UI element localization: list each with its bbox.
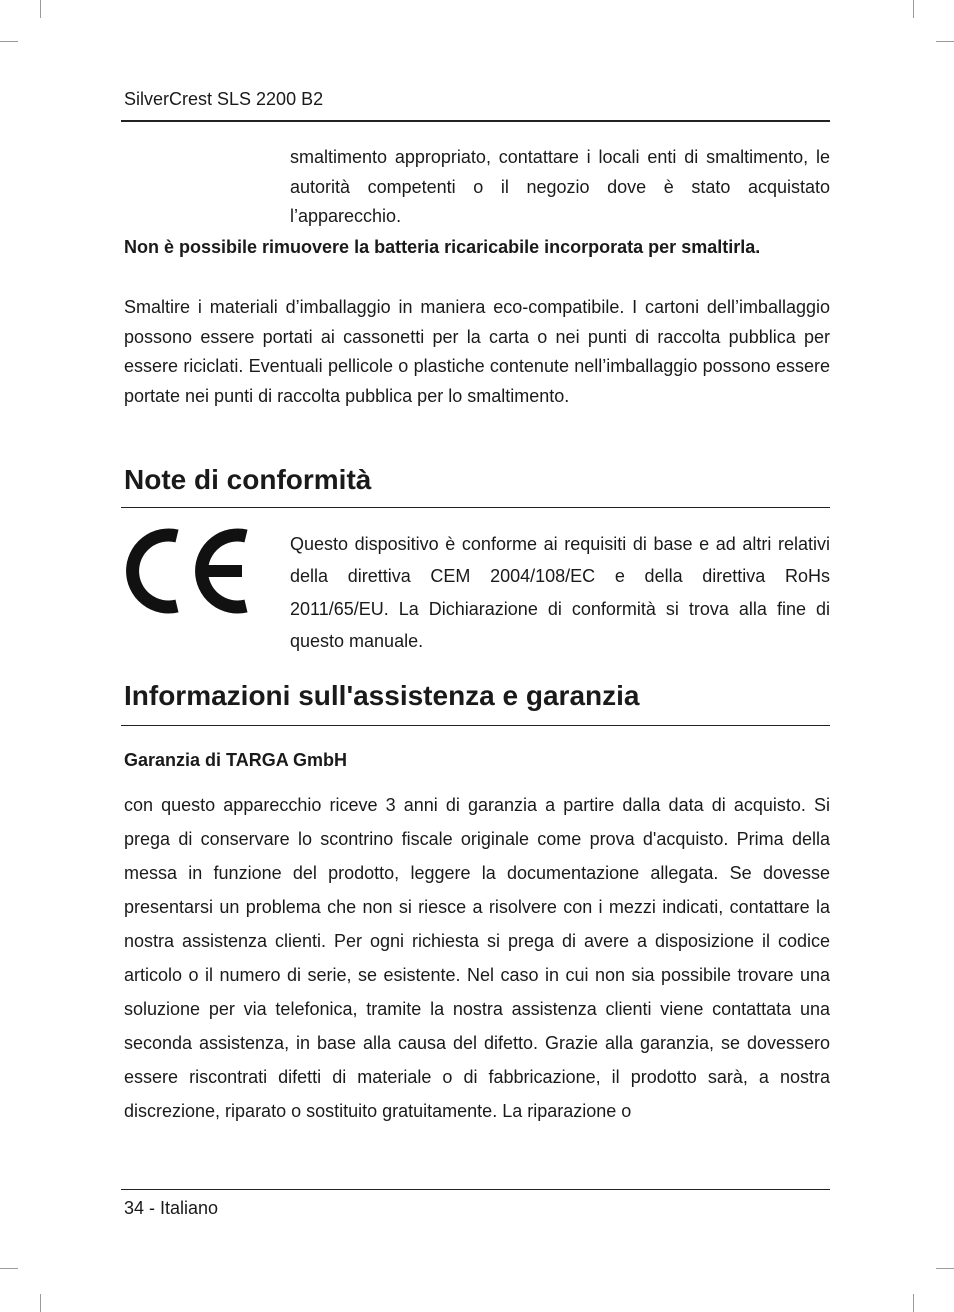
warranty-subheading: Garanzia di TARGA GmbH xyxy=(124,750,348,770)
crop-mark xyxy=(40,1294,41,1312)
section-rule xyxy=(121,507,830,508)
page-header-title: SilverCrest SLS 2200 B2 xyxy=(124,89,324,109)
crop-mark xyxy=(0,1268,18,1269)
packaging-paragraph: Smaltire i materiali d’imballaggio in maniera eco-compatibile. I cartoni dell’imballaggio possono essere portati ai cassonetti per la carta o nei punti di raccolta pubblica per essere riciclati. Eventuali pellicole o plastiche contenute nell’imballaggio possono essere portate nei punti di raccolta pubblica per lo smaltimento. xyxy=(124,297,830,407)
section-rule xyxy=(121,725,830,726)
service-heading: Informazioni sull'assistenza e garanzia xyxy=(124,680,640,711)
crop-mark xyxy=(0,41,18,42)
ce-mark-icon xyxy=(124,524,250,618)
battery-note: Non è possibile rimuovere la batteria ricaricabile incorporata per smaltirla. xyxy=(124,237,761,257)
crop-mark xyxy=(913,1294,914,1312)
conformity-heading: Note di conformità xyxy=(124,464,372,495)
disposal-continuation: smaltimento appropriato, contattare i locali enti di smaltimento, le autorità competenti o il negozio dove è stato acquistato l’apparecchio. xyxy=(290,147,830,227)
crop-mark xyxy=(936,1268,954,1269)
crop-mark xyxy=(913,0,914,18)
warranty-paragraph: con questo apparecchio riceve 3 anni di garanzia a partire dalla data di acquisto. Si prega di conservare lo scontrino fiscale originale come prova d'acquisto. Prima della messa in funzione del prodotto, leggere la documentazione allegata. Se dovesse presentarsi un problema che non si riesce a risolvere con i mezzi indicati, contattare la nostra assistenza clienti. Per ogni richiesta si prega di avere a disposizione il codice articolo o il numero di serie, se esistente. Nel caso in cui non sia possibile trovare una soluzione per via telefonica, tramite la nostra assistenza clienti viene contattata una seconda assistenza, in base alla causa del difetto. Grazie alla garanzia, se dovessero essere riscontrati difetti di materiale o di fabbricazione, il prodotto sarà, a nostra discrezione, riparato o sostituito gratuitamente. La riparazione o xyxy=(124,795,830,1121)
footer-rule xyxy=(121,1189,830,1190)
crop-mark xyxy=(936,41,954,42)
header-rule xyxy=(121,120,830,122)
conformity-text: Questo dispositivo è conforme ai requisiti di base e ad altri relativi della direttiva CEM 2004/108/EC e della direttiva RoHs 2011/65/EU. La Dichiarazione di conformità si trova alla fine di questo manuale. xyxy=(290,534,830,651)
crop-mark xyxy=(40,0,41,18)
page-footer: 34 - Italiano xyxy=(124,1198,219,1218)
